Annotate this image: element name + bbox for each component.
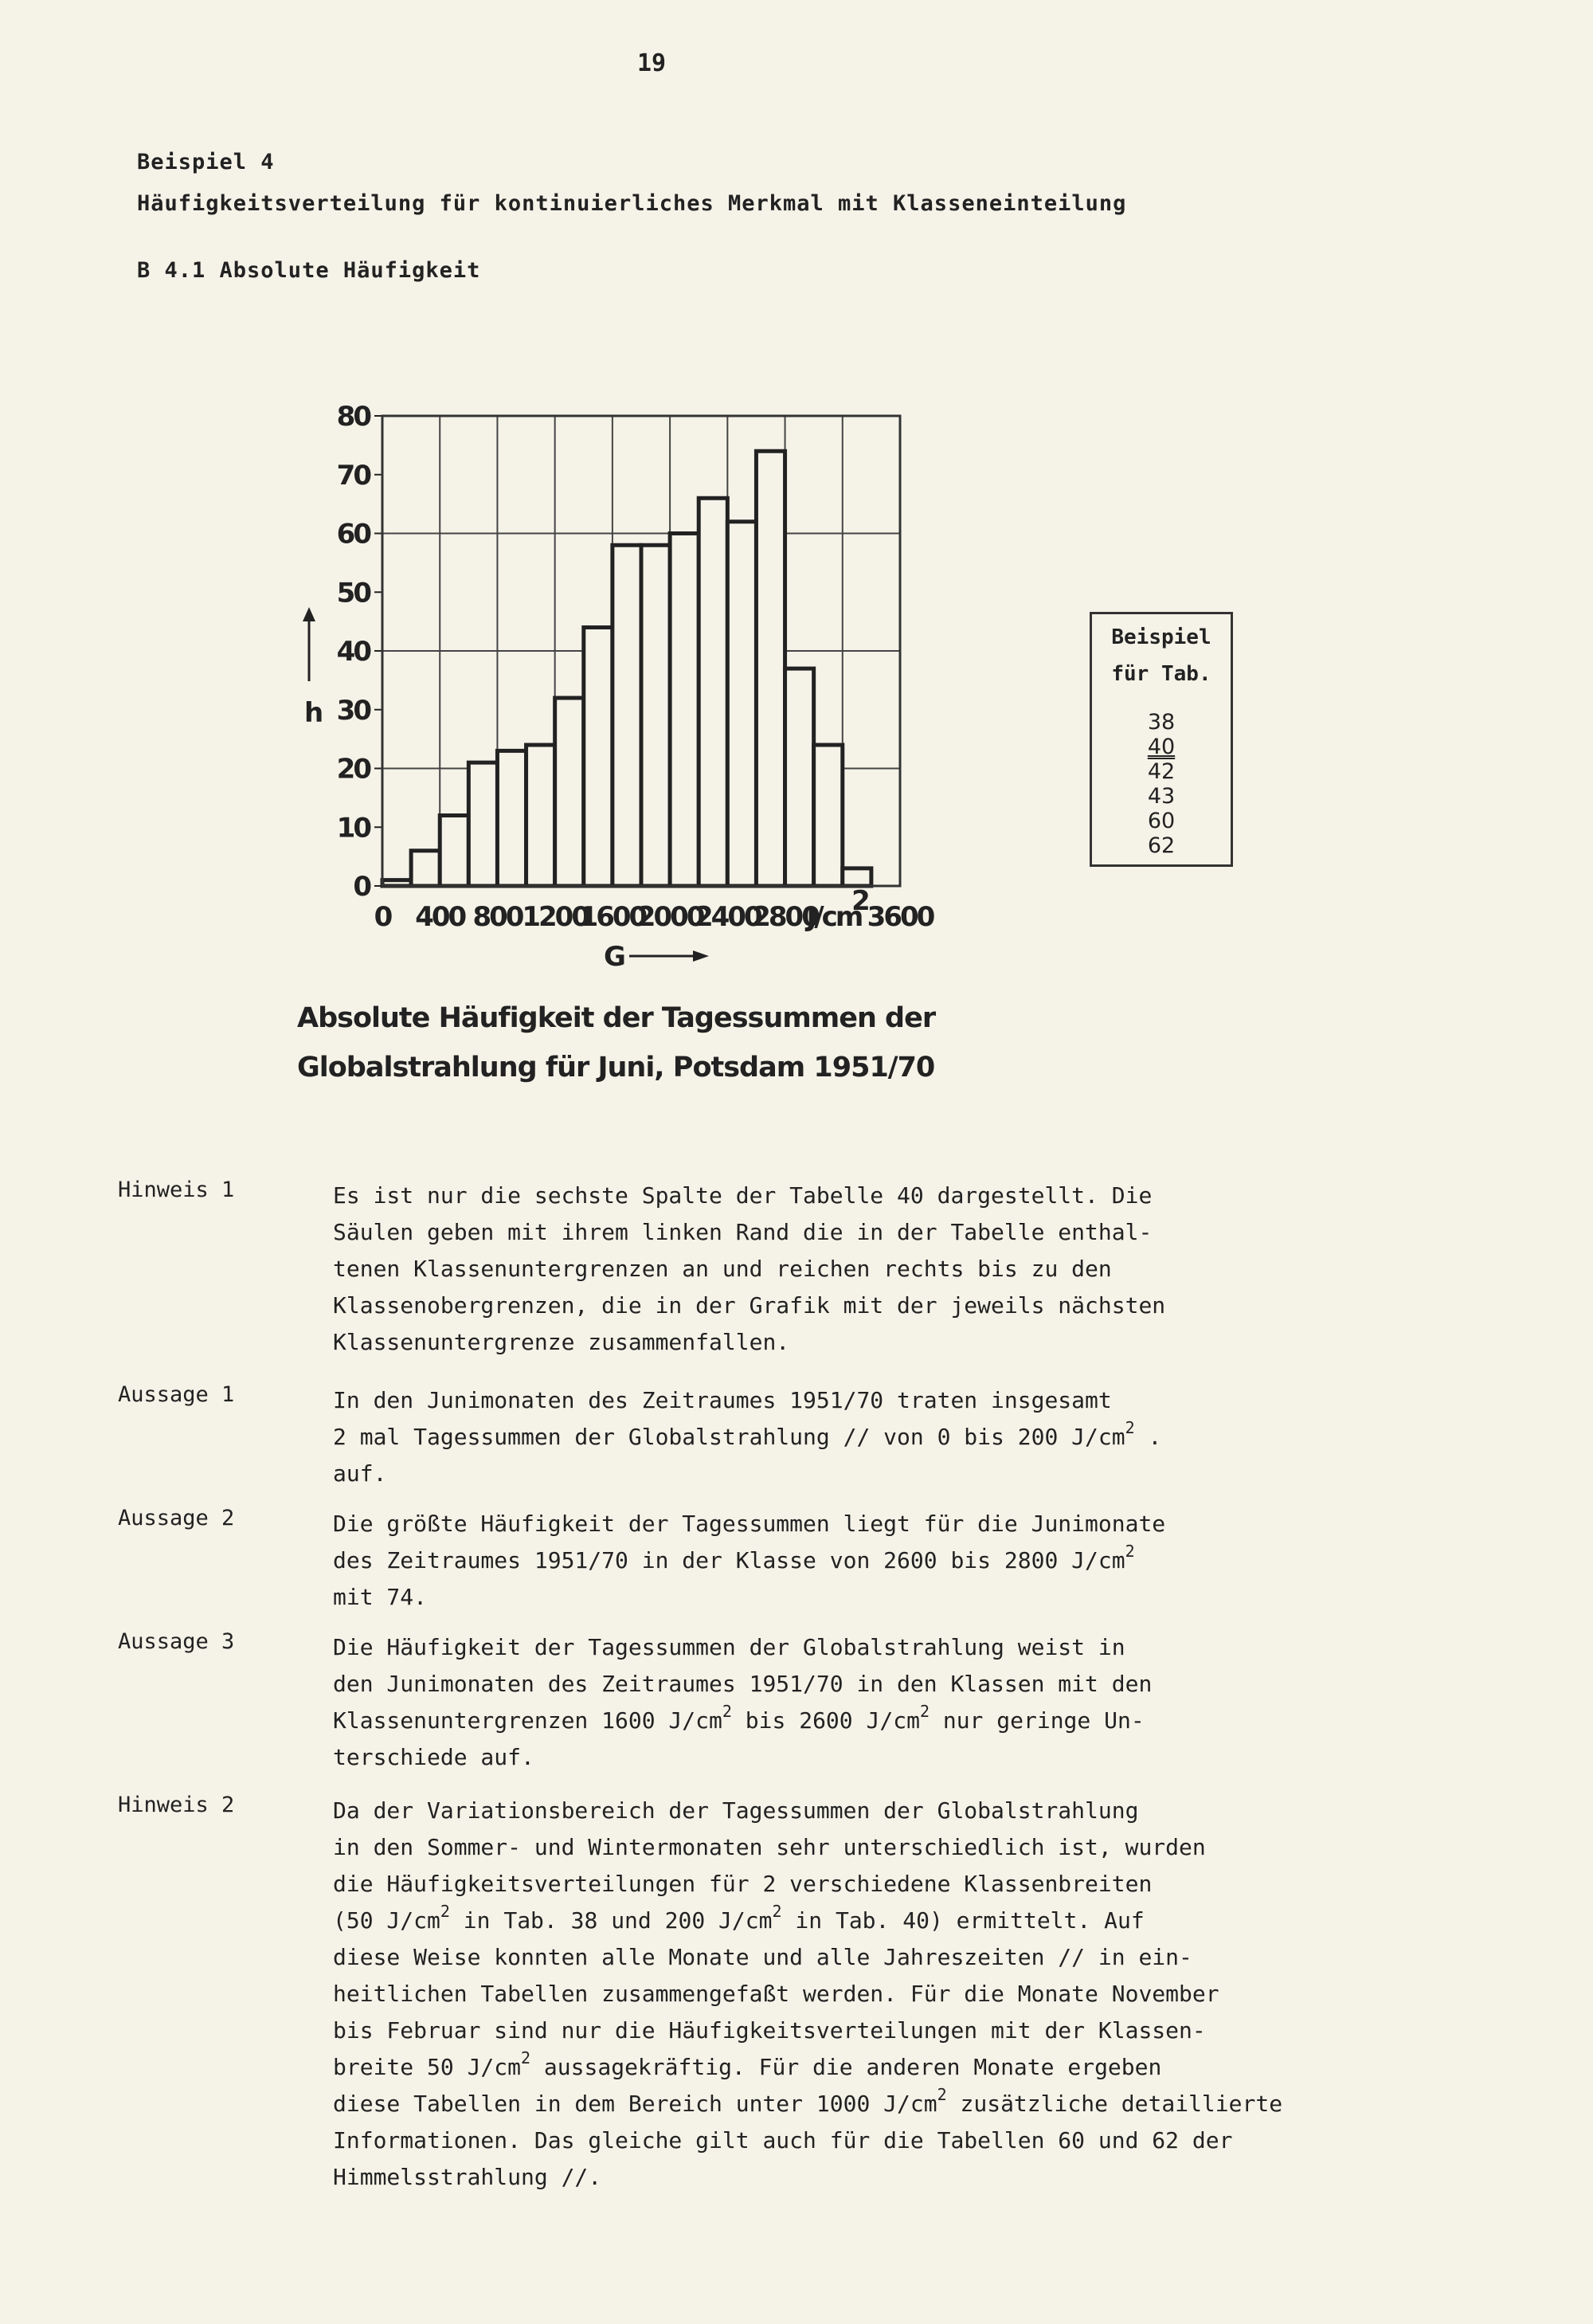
histogram-bar xyxy=(497,750,526,886)
entry-text: Da der Variationsbereich der Tagessummen der Globalstrahlung in den Sommer- und Wintermonaten sehr unterschiedlich ist, wurden die Häufigkeitsverteilungen für 2 verschiedene Klassenbreiten (50 $J/cm^2$ in Tab. 38 und 200 $J/cm^2$ in Tab. 40) ermittelt. Auf diese Weise konnten alle Monate und alle Jahreszeiten // in ein- heitlichen Tabellen zusammengefaßt werden. Für die Monate November bis Februar sind nur die Häufigkeitsverteilungen mit der Klassen- breite 50 $J/cm^2$ aussagekräftig. Für die anderen Monate ergeben diese Tabellen in dem Bereich unter 1000 $J/cm^2$ zusätzliche detaillierte Informationen. Das gleiche gilt auch für die Tabellen 60 und 62 der Himmelsstrahlung //. xyxy=(333,1797,1283,2190)
entry-label: Hinweis 2 xyxy=(118,1793,235,1817)
table-ref-item: 60 xyxy=(1147,809,1176,833)
x-tick-label: 2400 xyxy=(695,901,761,933)
histogram-bar xyxy=(613,545,641,886)
x-tick-label: 1200 xyxy=(522,901,588,933)
example-heading: Beispiel 4 xyxy=(137,150,275,174)
histogram-bar xyxy=(411,851,440,886)
histogram-bar xyxy=(727,522,756,886)
table-box-title xyxy=(1092,619,1231,692)
entry-label: Aussage 2 xyxy=(118,1506,235,1530)
histogram-bar xyxy=(756,451,785,886)
entry-text: Die größte Häufigkeit der Tagessummen liegt für die Junimonate des Zeitraumes 1951/70 in der Klasse von 2600 bis 2800 $J/cm^2$ mit 74. xyxy=(333,1511,1166,1610)
y-tick-label: 0 xyxy=(353,871,370,903)
y-tick-label: 40 xyxy=(336,636,370,668)
y-tick-label: 20 xyxy=(336,753,370,786)
histogram-bar xyxy=(440,816,468,887)
x-axis-arrow-head xyxy=(693,950,709,962)
x-tick-label: 3600 xyxy=(867,901,933,933)
histogram-bar xyxy=(699,498,727,886)
y-axis-arrow-head xyxy=(303,607,315,621)
y-tick-labels xyxy=(337,401,372,903)
example-subtitle: Häufigkeitsverteilung für kontinuierliches Merkmal mit Klasseneinteilung xyxy=(137,191,1127,216)
table-ref-item: 38 xyxy=(1147,710,1176,735)
histogram-bar xyxy=(641,545,670,886)
histogram-bar xyxy=(584,628,613,887)
y-tick-label: 30 xyxy=(336,694,370,727)
entry-label: Aussage 1 xyxy=(118,1382,235,1407)
table-box-title-line2: für Tab. xyxy=(1111,662,1211,686)
histogram-bar xyxy=(526,745,555,886)
histogram-bar xyxy=(468,762,497,886)
histogram-chart xyxy=(287,398,988,1004)
x-unit-superscript: 2 xyxy=(851,885,868,917)
entry-text: Es ist nur die sechste Spalte der Tabelle 40 dargestellt. Die Säulen geben mit ihrem linken Rand die in der Tabelle enthal- tenen Klassenuntergrenzen an und reichen rechts bis zu den Klassenobergrenzen, die in der Grafik mit der jeweils nächsten Klassenuntergrenze zusammenfallen. xyxy=(333,1182,1166,1355)
table-ref-item: 43 xyxy=(1147,784,1176,809)
x-tick-label: 2800 xyxy=(752,901,818,933)
table-box-list xyxy=(1092,710,1231,858)
entry-text: In den Junimonaten des Zeitraumes 1951/70 traten insgesamt 2 mal Tagessummen der Globalstrahlung // von 0 bis 200 $J/cm^2$ . auf. xyxy=(333,1387,1162,1487)
histogram-bar xyxy=(670,534,699,887)
histogram-bar xyxy=(785,668,814,886)
y-axis-label: h xyxy=(304,697,324,729)
x-tick-label: 0 xyxy=(374,901,391,933)
x-tick-labels xyxy=(374,885,935,933)
entry-label: Hinweis 1 xyxy=(118,1178,235,1202)
entry-label: Aussage 3 xyxy=(118,1629,235,1654)
x-tick-label: 2000 xyxy=(636,901,703,933)
x-axis-label: G xyxy=(604,941,626,973)
section-heading: B 4.1 Absolute Häufigkeit xyxy=(137,258,481,283)
table-ref-item: 62 xyxy=(1147,833,1176,858)
example-table-box xyxy=(1090,612,1233,867)
x-tick-label: 1600 xyxy=(579,901,646,933)
table-box-title-line1: Beispiel xyxy=(1111,625,1211,649)
y-tick-label: 70 xyxy=(336,459,370,492)
table-ref-item: 40 xyxy=(1147,735,1176,759)
entry-text: Die Häufigkeit der Tagessummen der Globalstrahlung weist in den Junimonaten des Zeitraumes 1951/70 in den Klassen mit den Klassenuntergrenzen 1600 $J/cm^2$ bis 2600 $J/cm^2$ nur geringe Un- terschiede auf. xyxy=(333,1634,1153,1770)
chart-bars xyxy=(382,451,871,886)
x-tick-label: 800 xyxy=(472,901,523,933)
x-tick-label: 400 xyxy=(415,901,465,933)
page-number: 19 xyxy=(637,49,667,77)
y-tick-label: 10 xyxy=(336,812,370,845)
y-tick-label: 80 xyxy=(336,401,370,433)
y-tick-label: 60 xyxy=(336,518,370,551)
chart-caption-line2: Globalstrahlung für Juni, Potsdam 1951/70 xyxy=(297,1052,935,1084)
histogram-bar xyxy=(555,698,584,886)
x-tick-label: J/cm xyxy=(806,901,862,933)
histogram-bar xyxy=(843,868,871,886)
y-tick-label: 50 xyxy=(336,577,370,609)
histogram-bar xyxy=(814,745,843,886)
table-ref-item: 42 xyxy=(1147,759,1176,784)
chart-caption-line1: Absolute Häufigkeit der Tagessummen der xyxy=(297,1002,936,1034)
